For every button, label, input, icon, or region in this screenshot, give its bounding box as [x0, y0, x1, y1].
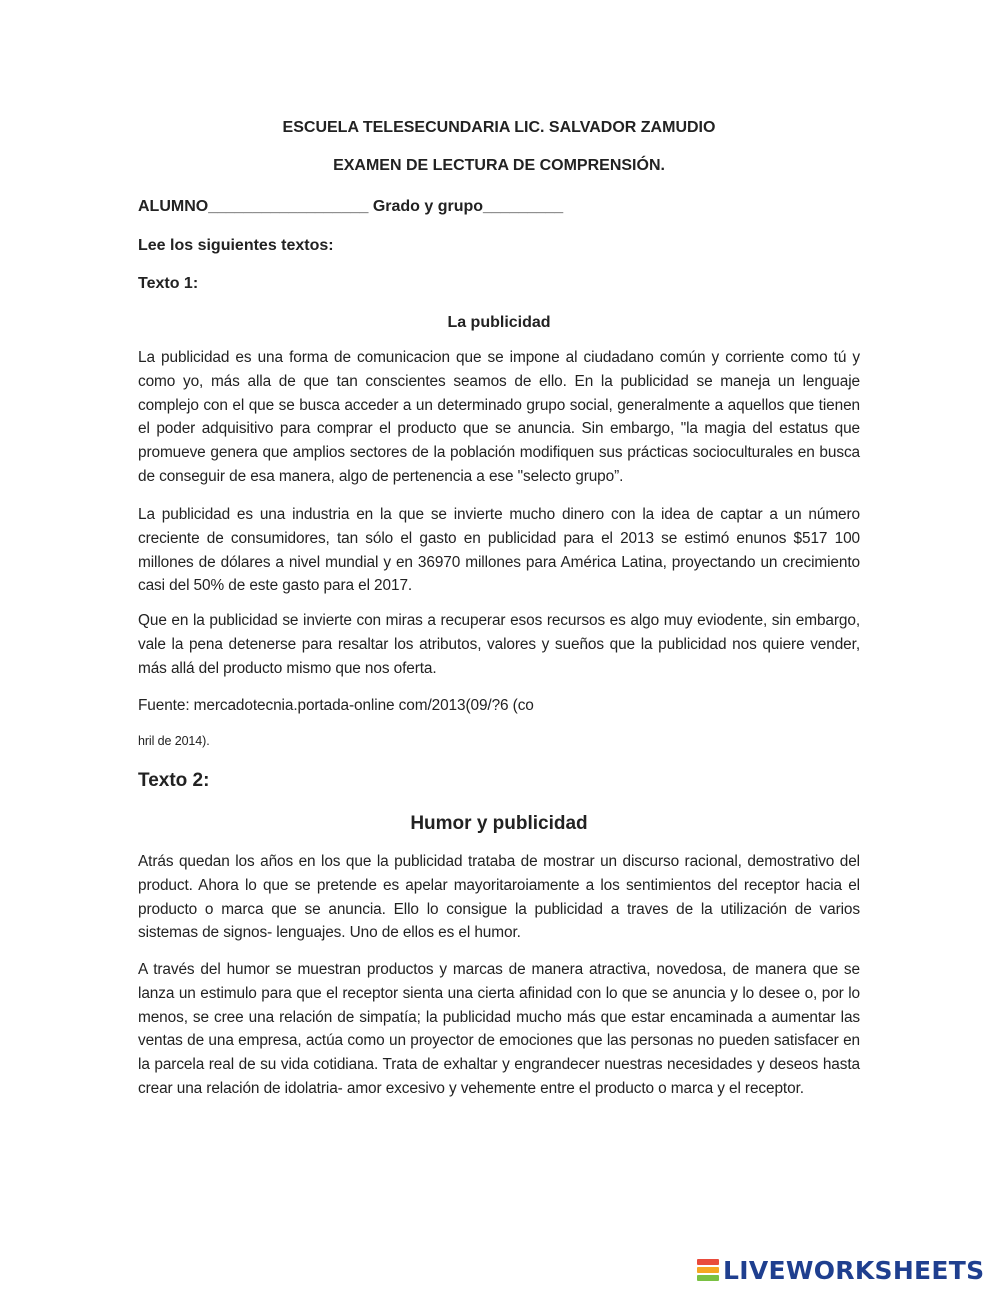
text1-paragraph: La publicidad es una industria en la que se invierte mucho dinero con la idea de captar a un número creciente de consumidores, tan sólo el gasto en publicidad para el 2013 se estimó enunos $517 100 millones de dólares a nivel mundial y en 36970 millones para América Latina, proyectando un crecimiento casi del 50% de este gasto para el 2017.	[138, 506, 860, 595]
logo-mark-icon	[697, 1258, 719, 1282]
text2-label: Texto 2:	[138, 770, 210, 791]
exam-title: EXAMEN DE LECTURA DE COMPRENSIÓN.	[333, 157, 665, 174]
text2-paragraph: Atrás quedan los años en los que la publicidad trataba de mostrar un discurso racional, demostrativo del product. Ahora lo que se pretende es apelar mayoritaroiamente a los sentimientos del receptor hacia el producto o marca que se anuncia. Ello lo consigue la publicidad a traves de la utilización de varios sistemas de signos- lenguajes. Uno de ellos es el humor.	[138, 853, 860, 942]
text1-source: Fuente: mercadotecnia.portada-online com/2013(09/?6 (co	[138, 697, 534, 714]
student-line: ALUMNO__________________ Grado y grupo_________	[138, 198, 564, 215]
liveworksheets-logo[interactable]	[697, 1255, 997, 1285]
text1-source-cont: hril de 2014).	[138, 734, 210, 748]
text2-paragraph: A través del humor se muestran productos y marcas de manera atractiva, novedosa, de manera que se lanza un estimulo para que el receptor sienta una cierta afinidad con lo que se anuncia y lo desee o, por lo menos, se cree una relación de simpatía; la publicidad mucho más que estar encaminada a aumentar las ventas de una empresa, actúa como un proyector de emociones que las personas no pueden satisfacer en la parcela real de su vida cotidiana. Trata de exhaltar y engrandecer nuestras necesidades y deseos hasta crear una relación de idolatria- amor excesivo y vehemente entre el producto o marca y el receptor.	[138, 961, 860, 1097]
text1-label: Texto 1:	[138, 275, 199, 292]
text1-paragraph: La publicidad es una forma de comunicacion que se impone al ciudadano común y corriente como tú y como yo, más alla de que tan conscientes seamos de ello. En la publicidad se maneja un lenguaje complejo con el que se busca acceder a un determinado grupo social, generalmente a aquellos que tienen el poder adquisitivo para comprar el producto que se anuncia. Sin embargo, "la magia del estatus que promueve genera que amplios sectores de la población modifiquen sus prácticas socioculturales en busca de conseguir de esa manera, algo de pertenencia a ese "selecto grupo”.	[138, 349, 860, 485]
logo-text: LIVEWORKSHEETS	[723, 1255, 985, 1285]
text1-paragraph: Que en la publicidad se invierte con miras a recuperar esos recursos es algo muy eviodente, sin embargo, vale la pena detenerse para resaltar los atributos, valores y sueños que la publicidad nos quiere vender, más allá del producto mismo que nos oferta.	[138, 612, 860, 677]
text1-title: La publicidad	[447, 314, 551, 331]
school-name: ESCUELA TELESECUNDARIA LIC. SALVADOR ZAMUDIO	[282, 119, 716, 136]
instruction: Lee los siguientes textos:	[138, 237, 334, 254]
text2-title: Humor y publicidad	[410, 813, 588, 834]
